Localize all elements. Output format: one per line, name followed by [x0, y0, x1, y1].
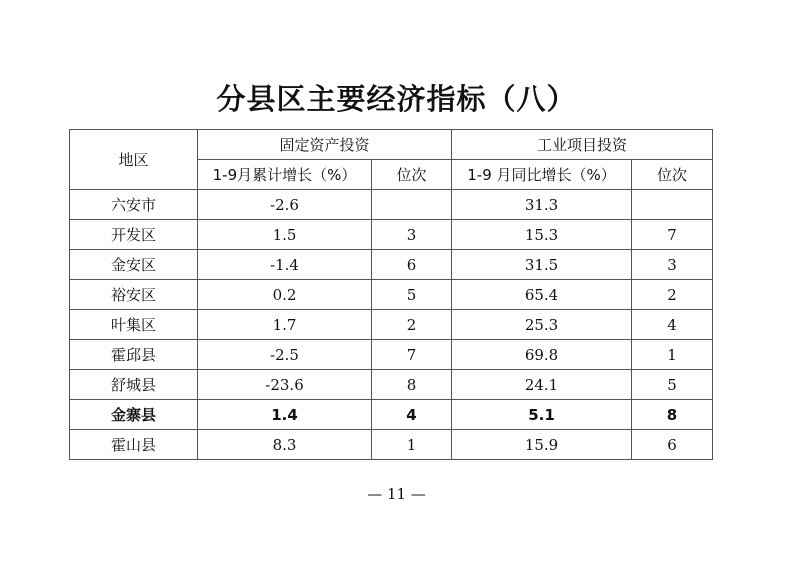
ind-rank-cell: 7	[632, 220, 713, 250]
region-cell: 开发区	[70, 220, 198, 250]
region-cell: 叶集区	[70, 310, 198, 340]
table-row	[70, 310, 713, 340]
ind-growth-cell: 31.5	[452, 250, 632, 280]
fai-rank-cell: 6	[372, 250, 452, 280]
ind-growth-cell: 25.3	[452, 310, 632, 340]
fai-rank-cell	[372, 190, 452, 220]
page-title: 分县区主要经济指标（八）	[216, 82, 577, 116]
region-cell: 舒城县	[70, 370, 198, 400]
table-row	[70, 400, 713, 430]
region-cell: 六安市	[70, 190, 198, 220]
fai-rank-cell: 3	[372, 220, 452, 250]
fai-growth-cell: 0.2	[198, 280, 372, 310]
table-row	[70, 280, 713, 310]
fai-growth-cell: -2.5	[198, 340, 372, 370]
header-fai-rank: 位次	[372, 160, 452, 190]
header-fixed-asset-investment: 固定资产投资	[198, 130, 452, 160]
fai-growth-cell: 1.5	[198, 220, 372, 250]
header-region: 地区	[70, 130, 198, 190]
ind-growth-cell: 65.4	[452, 280, 632, 310]
region-cell: 金安区	[70, 250, 198, 280]
ind-growth-cell: 15.9	[452, 430, 632, 460]
header-row-groups	[70, 130, 713, 160]
fai-growth-cell: 1.4	[198, 400, 372, 430]
fai-rank-cell: 7	[372, 340, 452, 370]
fai-growth-cell: 1.7	[198, 310, 372, 340]
ind-growth-cell: 69.8	[452, 340, 632, 370]
ind-growth-cell: 15.3	[452, 220, 632, 250]
table-row	[70, 340, 713, 370]
fai-rank-cell: 2	[372, 310, 452, 340]
fai-growth-cell: -2.6	[198, 190, 372, 220]
fai-rank-cell: 8	[372, 370, 452, 400]
fai-growth-cell: -23.6	[198, 370, 372, 400]
page-number: — 11 —	[367, 485, 426, 503]
table-row	[70, 430, 713, 460]
table-body	[70, 190, 713, 460]
header-ind-growth: 1-9 月同比增长（%）	[452, 160, 632, 190]
region-cell: 霍邱县	[70, 340, 198, 370]
region-cell: 裕安区	[70, 280, 198, 310]
fai-rank-cell: 4	[372, 400, 452, 430]
table-row	[70, 250, 713, 280]
ind-rank-cell: 4	[632, 310, 713, 340]
ind-rank-cell: 6	[632, 430, 713, 460]
header-fai-growth: 1-9月累计增长（%）	[198, 160, 372, 190]
ind-rank-cell: 8	[632, 400, 713, 430]
region-cell: 金寨县	[70, 400, 198, 430]
ind-growth-cell: 5.1	[452, 400, 632, 430]
header-ind-rank: 位次	[632, 160, 713, 190]
fai-rank-cell: 5	[372, 280, 452, 310]
ind-rank-cell: 3	[632, 250, 713, 280]
ind-rank-cell: 2	[632, 280, 713, 310]
table-row	[70, 220, 713, 250]
fai-rank-cell: 1	[372, 430, 452, 460]
table-row	[70, 190, 713, 220]
ind-rank-cell: 5	[632, 370, 713, 400]
ind-rank-cell: 1	[632, 340, 713, 370]
table-row	[70, 370, 713, 400]
ind-growth-cell: 24.1	[452, 370, 632, 400]
fai-growth-cell: 8.3	[198, 430, 372, 460]
fai-growth-cell: -1.4	[198, 250, 372, 280]
ind-rank-cell	[632, 190, 713, 220]
region-cell: 霍山县	[70, 430, 198, 460]
header-industrial-project-investment: 工业项目投资	[452, 130, 713, 160]
indicator-table	[69, 129, 713, 460]
ind-growth-cell: 31.3	[452, 190, 632, 220]
